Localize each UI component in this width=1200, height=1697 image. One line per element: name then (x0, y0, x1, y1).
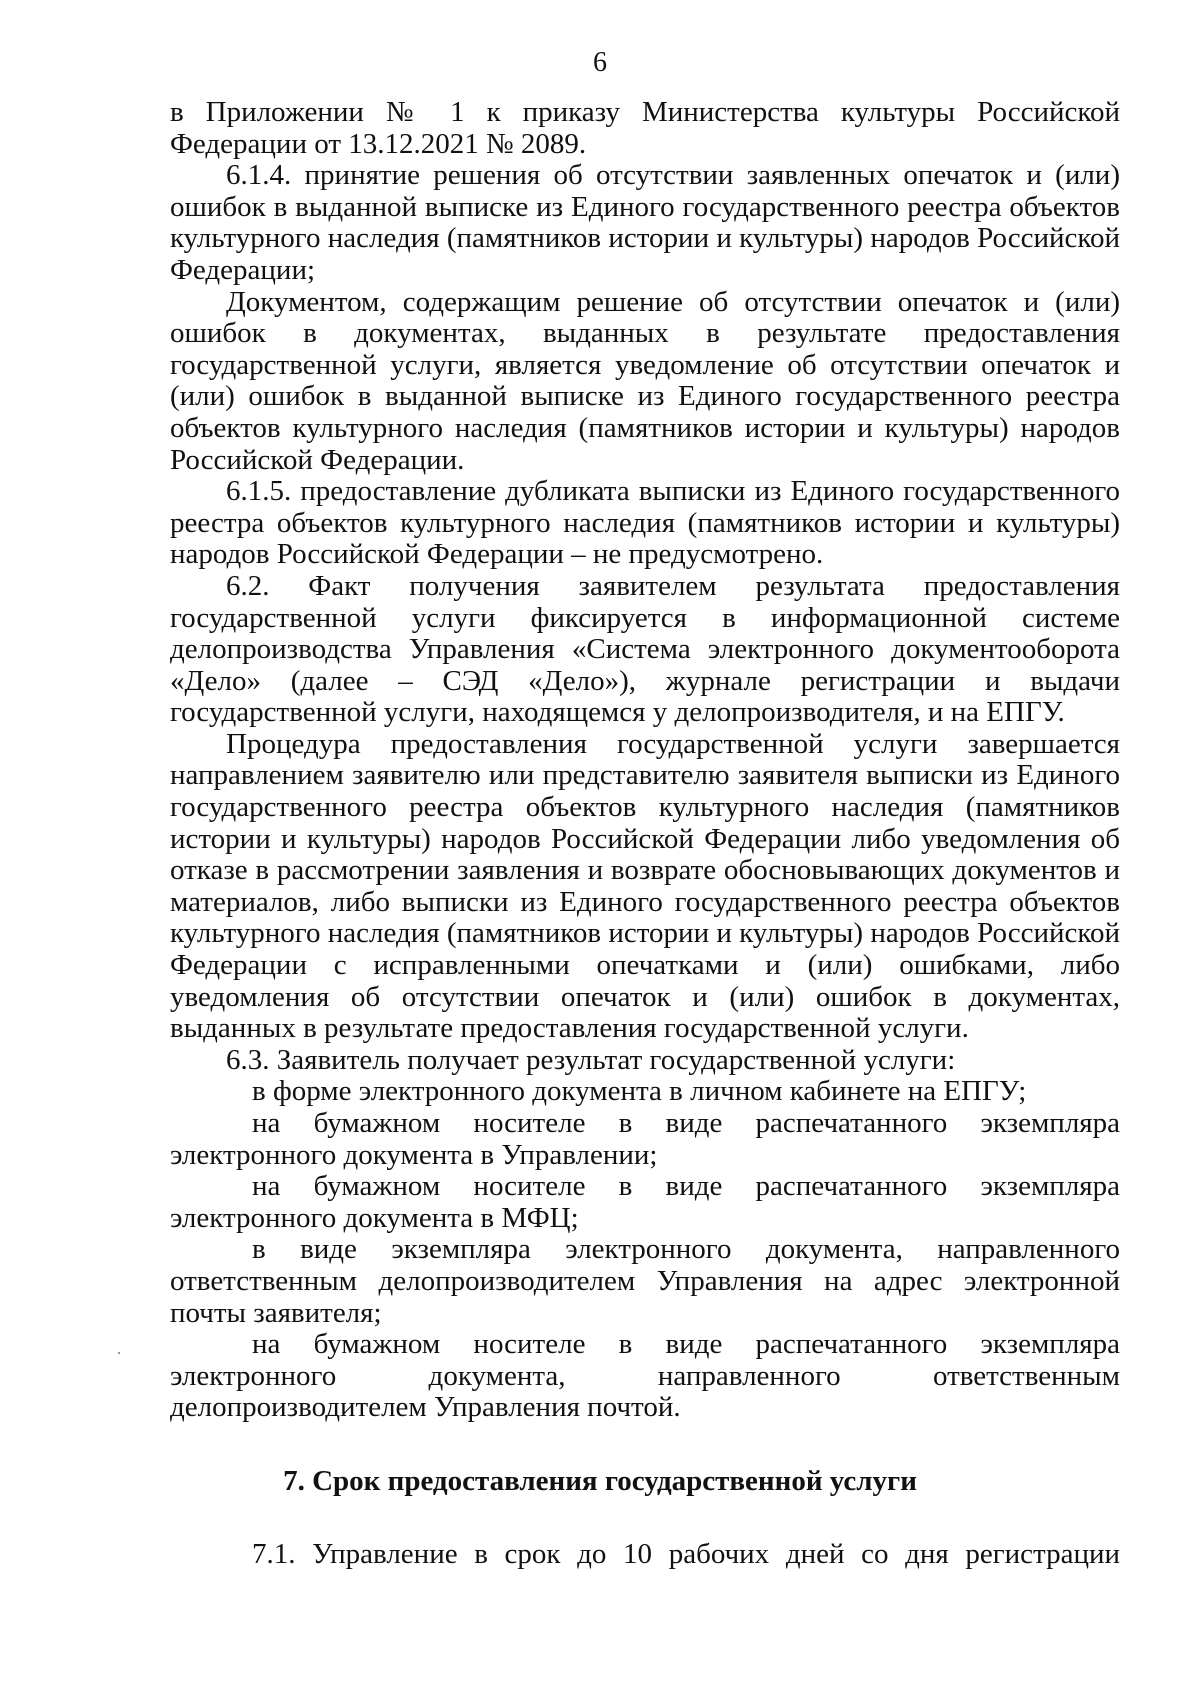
scan-artifact (118, 1352, 120, 1354)
paragraph-7-1-start: 7.1. Управление в срок до 10 рабочих дней со дня регистрации (252, 1538, 1120, 1570)
list-item-electronic: в форме электронного документа в личном кабинете на ЕПГУ; (252, 1075, 1027, 1108)
paragraph-6-3: 6.3. Заявитель получает результат государственной услуги: (226, 1043, 956, 1076)
document-body (170, 97, 1120, 1424)
paragraph-6-2: 6.2. Факт получения заявителем результата предоставления государственной услуги фиксируется в информационной системе делопроизводства Управления «Система электронного документооборота «Дело» (далее – СЭД «Дело»), журнале регистрации и выдачи государственной услуги, находящемся у делопроизводителя, и на ЕПГУ. (170, 569, 1120, 729)
paragraph-6-1-5: 6.1.5. предоставление дубликата выписки из Единого государственного реестра объектов культурного наследия (памятников истории и культуры) народов Российской Федерации – не предусмотрено. (170, 475, 1120, 571)
paragraph-procedure: Процедура предоставления государственной услуги завершается направлением заявителю или представителю заявителя выписки из Единого государственного реестра объектов культурного наследия (памятников истории и культуры) народов Российской Федерации либо уведомления об отказе в рассмотрении заявления и возврате обосновывающих документов и материалов, либо выписки из Единого государственного реестра объектов культурного наследия (памятников истории и культуры) народов Российской Федерации с исправленными опечатками и (или) ошибками, либо уведомления об отсутствии опечаток и (или) ошибок в документах, выданных в результате предоставления государственной услуги. (170, 727, 1120, 1045)
page-number: 6 (593, 47, 607, 78)
section-heading: 7. Срок предоставления государственной услуги (283, 1465, 917, 1497)
list-item-paper-office: на бумажном носителе в виде распечатанного экземпляра электронного документа в Управлении; (170, 1107, 1120, 1171)
list-item-email: в виде экземпляра электронного документа, направленного ответственным делопроизводителем Управления на адрес электронной почты заявителя; (170, 1233, 1120, 1329)
list-item-post: на бумажном носителе в виде распечатанного экземпляра электронного документа, направленного ответственным делопроизводителем Управления почтой. (170, 1328, 1120, 1424)
paragraph-continuation: в Приложении № 1 к приказу Министерства культуры Российской Федерации от 13.12.2021 № 2089. (170, 96, 1120, 160)
paragraph-6-1-4: 6.1.4. принятие решения об отсутствии заявленных опечаток и (или) ошибок в выданной выписке из Единого государственного реестра объектов культурного наследия (памятников истории и культуры) народов Российской Федерации; (170, 159, 1120, 286)
paragraph-no-errors-document: Документом, содержащим решение об отсутствии опечаток и (или) ошибок в документах, выданных в результате предоставления государственной услуги, является уведомление об отсутствии опечаток и (или) ошибок в выданной выписке из Единого государственного реестра объектов культурного наследия (памятников истории и культуры) народов Российской Федерации. (170, 285, 1120, 476)
list-item-paper-mfc: на бумажном носителе в виде распечатанного экземпляра электронного документа в МФЦ; (170, 1170, 1120, 1234)
